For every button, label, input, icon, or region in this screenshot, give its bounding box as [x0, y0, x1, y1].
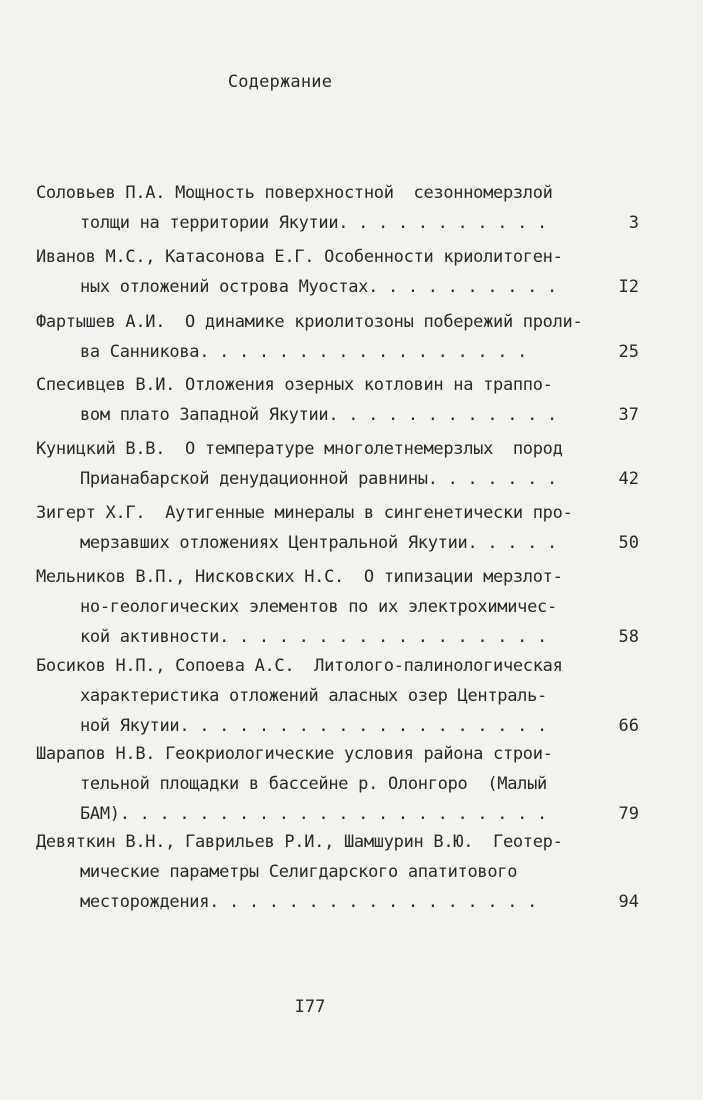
toc-entry-page: 3	[628, 213, 639, 233]
toc-entry-continuation: Прианабарской денудационной равнины. . . . . . .	[80, 469, 557, 489]
toc-entry-page: 58	[618, 627, 639, 647]
toc-entry-continuation: БАМ). . . . . . . . . . . . . . . . . . . . . .	[80, 804, 547, 824]
toc-entry-page: 79	[618, 804, 639, 824]
toc-entry-heading: Зигерт Х.Г. Аутигенные минералы в сингенетически про-	[36, 503, 573, 523]
toc-entry-page: 42	[618, 469, 639, 489]
page-title: Содержание	[227, 72, 333, 92]
toc-entry-page: 25	[618, 342, 639, 362]
toc-entry-heading: Фартышев А.И. О динамике криолитозоны побережий проли-	[36, 312, 583, 332]
toc-entry-heading: Девяткин В.Н., Гаврильев Р.И., Шамшурин В.Ю. Геотер-	[36, 832, 563, 852]
toc-entry-continuation: тельной площадки в бассейне р. Олонгоро (Малый	[80, 774, 547, 794]
toc-entry-heading: Иванов М.С., Катасонова Е.Г. Особенности криолитоген-	[36, 247, 563, 267]
toc-entry-page: 94	[618, 892, 639, 912]
toc-entry-continuation: ных отложений острова Муостах. . . . . . . . . .	[80, 277, 557, 297]
toc-entry-continuation: месторождения. . . . . . . . . . . . . . . . .	[80, 892, 538, 912]
toc-entry-heading: Спесивцев В.И. Отложения озерных котловин на траппо-	[36, 375, 553, 395]
toc-entry-continuation: ной Якутии. . . . . . . . . . . . . . . . . . .	[80, 716, 547, 736]
toc-entry-continuation: но-геологических элементов по их электрохимичес-	[80, 597, 557, 617]
toc-entry-heading: Босиков Н.П., Сопоева А.С. Литолого-палинологическая	[36, 656, 563, 676]
toc-entry-heading: Мельников В.П., Нисковских Н.С. О типизации мерзлот-	[36, 567, 563, 587]
toc-entry-continuation: мерзавших отложениях Центральной Якутии. . . . .	[80, 533, 557, 553]
toc-entry-continuation: характеристика отложений аласных озер Централь-	[80, 686, 547, 706]
toc-entry-continuation: кой активности. . . . . . . . . . . . . . . . .	[80, 627, 547, 647]
toc-entry-continuation: ва Санникова. . . . . . . . . . . . . . . . .	[80, 342, 528, 362]
toc-entry-page: 37	[618, 405, 639, 425]
toc-entry-continuation: вом плато Западной Якутии. . . . . . . . . . . .	[80, 405, 557, 425]
toc-entry-continuation: мические параметры Селигдарского апатитового	[80, 862, 518, 882]
toc-entry-page: I2	[618, 277, 639, 297]
toc-entry-page: 66	[618, 716, 639, 736]
toc-entry-page: 50	[618, 533, 639, 553]
toc-entry-heading: Шарапов Н.В. Геокриологические условия района строи-	[36, 744, 553, 764]
toc-entry-continuation: толщи на территории Якутии. . . . . . . . . . .	[80, 213, 547, 233]
toc-entry-heading: Соловьев П.А. Мощность поверхностной сезонномерзлой	[36, 183, 553, 203]
page-number: I77	[294, 997, 326, 1017]
toc-entry-heading: Куницкий В.В. О температуре многолетнемерзлых пород	[36, 439, 563, 459]
